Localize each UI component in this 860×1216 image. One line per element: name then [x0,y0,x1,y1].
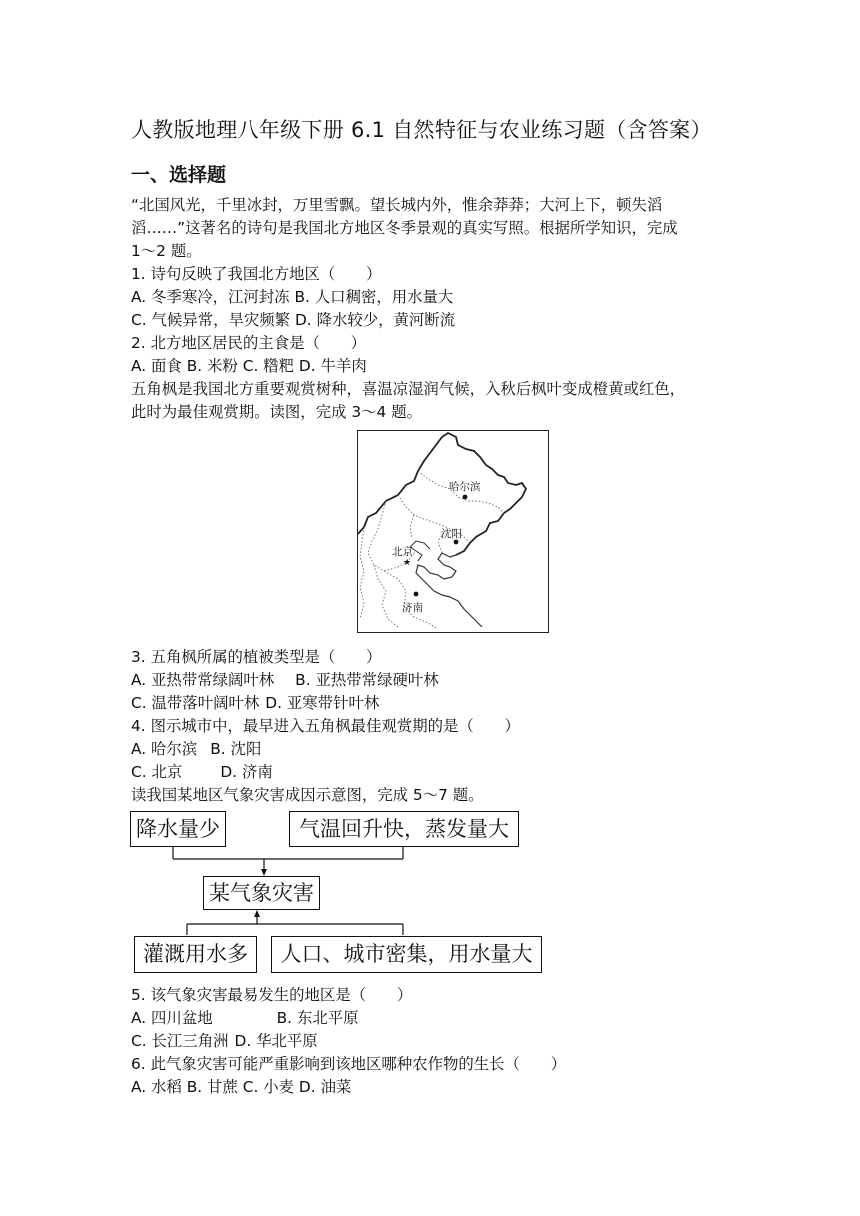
option-d: D. 亚寒带针叶林 [265,694,380,712]
question-2-stem: 2. 北方地区居民的主食是（ ） [131,334,367,352]
passage-line: 滔……”这著名的诗句是我国北方地区冬季景观的真实写照。根据所学知识，完成 [131,219,678,237]
question-4-options-ab [131,738,261,760]
question-4-stem: 4. 图示城市中，最早进入五角枫最佳观赏期的是（ ） [131,717,520,735]
city-label-beijing: 北京 [392,546,413,558]
option-c: C. 长江三角洲 [131,1032,229,1050]
question-1-options-ab: A. 冬季寒冷，江河封冻 B. 人口稠密，用水量大 [131,288,454,306]
cause-box-low-rainfall: 降水量少 [130,811,226,847]
passage-line: 1～2 题。 [131,242,202,260]
question-6-options: A. 水稻 B. 甘蔗 C. 小麦 D. 油菜 [131,1078,352,1096]
option-b: B. 东北平原 [276,1009,359,1027]
question-3-stem: 3. 五角枫所属的植被类型是（ ） [131,648,382,666]
option-a: A. 哈尔滨 [131,740,198,758]
passage-line: 五角枫是我国北方重要观赏树种，喜温凉湿润气候，入秋后枫叶变成橙黄或红色， [131,380,686,398]
option-c: C. 北京 [131,763,183,781]
question-1-stem: 1. 诗句反映了我国北方地区（ ） [131,265,382,283]
option-a: A. 四川盆地 [131,1009,213,1027]
city-label-shenyang: 沈阳 [441,528,462,540]
question-6-stem: 6. 此气象灾害可能严重影响到该地区哪种农作物的生长（ ） [131,1055,567,1073]
option-c: C. 温带落叶阔叶林 [131,694,260,712]
option-d: D. 济南 [220,763,273,781]
disaster-box: 某气象灾害 [203,876,320,910]
option-b: B. 沈阳 [210,740,262,758]
passage-line: “北国风光，千里冰封，万里雪飘。望长城内外，惟余莽莽；大河上下，顿失滔 [131,196,663,214]
northeast-china-map [357,430,549,633]
question-5-options-cd [131,1030,318,1052]
question-3-options-ab [131,669,439,691]
passage-line: 读我国某地区气象灾害成因示意图，完成 5～7 题。 [131,786,484,804]
question-5-options-ab [131,1007,359,1029]
section-heading: 一、选择题 [131,164,227,186]
city-label-jinan: 济南 [402,602,423,614]
svg-text:★: ★ [402,558,412,568]
document-title: 人教版地理八年级下册 6.1 自然特征与农业练习题（含答案） [131,118,712,142]
question-2-options: A. 面食 B. 米粉 C. 糌粑 D. 牛羊肉 [131,357,367,375]
cause-box-temperature: 气温回升快，蒸发量大 [289,811,519,847]
option-a: A. 亚热带常绿阔叶林 [131,671,275,689]
cause-box-irrigation: 灌溉用水多 [134,936,257,973]
passage-line: 此时为最佳观赏期。读图，完成 3～4 题。 [131,403,423,421]
question-5-stem: 5. 该气象灾害最易发生的地区是（ ） [131,986,413,1004]
question-3-options-cd [131,692,379,714]
option-d: D. 华北平原 [234,1032,318,1050]
question-4-options-cd [131,761,273,783]
question-1-options-cd: C. 气候异常，旱灾频繁 D. 降水较少，黄河断流 [131,311,456,329]
option-b: B. 亚热带常绿硬叶林 [295,671,439,689]
cause-box-population: 人口、城市密集，用水量大 [271,936,542,973]
city-label-harbin: 哈尔滨 [449,481,481,493]
